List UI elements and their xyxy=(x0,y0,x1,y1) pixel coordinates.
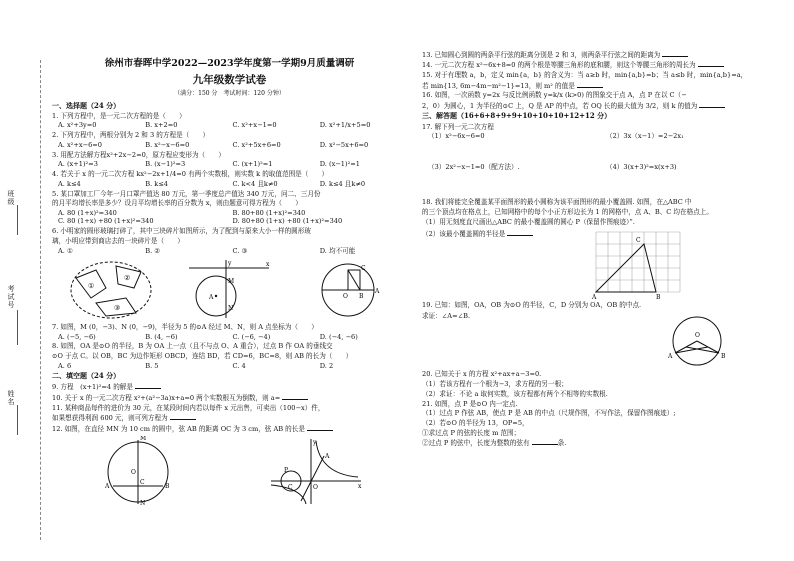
question-1: 1. 下列方程中，是一元二次方程的是（ ） xyxy=(52,111,186,120)
point-n-label: N xyxy=(228,304,234,312)
figures-q12-q16 xyxy=(52,436,407,506)
option: A. (−5, −6) xyxy=(58,332,96,341)
question-18-part-2 xyxy=(422,229,592,238)
question-5-options-row-2 xyxy=(52,217,407,225)
figure-q19-circle-radii xyxy=(662,311,732,369)
margin-label-class: 班级 xyxy=(7,190,15,206)
question-14-text: 14. 一元二次方程 x²−6x+8=0 的两个根是等腰三角形的底和腰，则这个等腰三角形的周长为 xyxy=(422,61,696,70)
section-answer-title: 三、解答题（16+6+8+9+9+10+10+10+12+12 分） xyxy=(422,111,612,121)
margin-label-exam-no: 考试号 xyxy=(7,285,15,309)
option: B. x²−x−6=0 xyxy=(145,140,190,149)
question-13-text: 13. 已知圆心到圆的两条平行弦的距离分别是 2 和 3，则两条平行弦之间的距离为 xyxy=(422,50,661,59)
axis-x-label-q16: x xyxy=(357,483,362,491)
option: C. x²+x−1=0 xyxy=(232,121,277,130)
point-n-label-q12: N xyxy=(140,500,146,507)
question-20-part-2: （2）求证：不论 a 取何实数，该方程都有两个不相等的实数根. xyxy=(422,389,608,398)
question-4: 4. 若关于 x 的一元二次方程 kx²−2x+1/4=0 有两个实数根，则实数 k 的取值范围是（ ） xyxy=(52,170,329,179)
answer-blank xyxy=(307,424,333,431)
class-field-line xyxy=(17,205,18,235)
point-a-label-q18: A xyxy=(592,293,597,300)
point-b-label-q19: B xyxy=(721,352,726,360)
right-column xyxy=(422,48,784,449)
question-6-line-2: 璃，小明应带到商店去的一块碎片是（ ） xyxy=(52,236,184,245)
question-19-line-1: 19. 已知：如图，OA，OB 为⊙O 的半径，C，D 分别为 OA，OB 的中点. xyxy=(422,301,642,310)
option: D. 80+80 (1+x) +80 (1+x)²=340 xyxy=(232,217,343,226)
figure-q18-grid-triangle xyxy=(592,228,684,300)
question-18-part-2-text: （2）该最小覆盖圆的半径是 xyxy=(422,230,506,239)
question-21-part-1: （1）过点 P 作弦 AB，使点 P 是 AB 的中点（尺规作图，不写作法，保留作图痕迹）; xyxy=(422,409,676,418)
fragment-label-3: ③ xyxy=(114,303,121,312)
question-20: 20. 已知关于 x 的方程 x²+ax+a−3=0. xyxy=(422,370,542,379)
point-o-label-q16: O xyxy=(312,484,318,492)
question-9 xyxy=(52,382,407,391)
option: C. x²+5x+6=0 xyxy=(232,140,281,149)
question-9-text: 9. 方程 (x+1)²=4 的解是 xyxy=(52,383,133,392)
question-19-line-2: 求证：∠A=∠B. xyxy=(422,312,471,321)
exam-meta: （满分：150 分 考试时间：120 分钟） xyxy=(174,90,285,97)
binding-margin xyxy=(0,0,48,561)
point-c-label-q16: C xyxy=(287,484,293,492)
question-5-options-row-1 xyxy=(52,209,407,217)
question-17-row-2 xyxy=(422,163,784,171)
option: B. ② xyxy=(145,246,161,255)
point-o-label: O xyxy=(342,292,348,300)
question-6-options xyxy=(52,247,407,255)
option: B. x+2=0 xyxy=(145,121,178,130)
question-18-line-2: 的三个顶点均在格点上，已知网格中的每个小正方形边长为 1 的网格中，点 A、B、C 均在格点上。 xyxy=(422,208,713,217)
option: C. 4 xyxy=(232,361,246,370)
question-18-line-1: 18. 我们将能完全覆盖某平面图形的最小圆称为该平面图形的最小覆盖圆. 如图，在△ABC 中 xyxy=(422,198,692,207)
point-a-label: A xyxy=(209,293,214,301)
figure-q12-circle-chord xyxy=(93,436,183,506)
question-8-line-2: ⊙O 于点 C。以 OB，BC 为边作矩形 OBCD，连结 BD，若 CD=6，BC=8，则 AB 的长为（ ） xyxy=(52,351,353,360)
sub-question: （3）2x²−x−1=0（配方法）. xyxy=(428,162,520,171)
left-column xyxy=(52,0,407,509)
option: B. 5 xyxy=(145,361,159,370)
question-16-line-2 xyxy=(422,101,784,110)
option: C. (x+1)²=1 xyxy=(232,160,273,169)
question-8-line-1: 8. 如图，OA 是⊙O 的半径，B 为 OA 上一点（且不与点 O、A 重合），过点 B 作 OA 的垂线交 xyxy=(52,342,333,351)
option: A. (x+1)²=3 xyxy=(58,160,98,169)
margin-label-name: 姓名 xyxy=(7,390,15,406)
answer-blank xyxy=(507,229,533,236)
fragment-label-2: ② xyxy=(124,273,131,282)
axis-y-label-q16: y xyxy=(312,439,317,447)
point-b-label-q8: B xyxy=(358,292,364,300)
question-21-sub-2-tail: 条. xyxy=(557,439,567,448)
answer-blank xyxy=(282,393,308,400)
question-21-sub-1: ①求过点 P 的弦的长度 m 范围； xyxy=(422,428,521,437)
answer-blank xyxy=(699,101,725,108)
question-21: 21. 如图，点 P 是⊙O 内一定点. xyxy=(422,399,518,408)
point-b-label-q18: B xyxy=(656,293,661,300)
option: A. ① xyxy=(58,246,73,255)
question-2: 2. 下列方程中，两根分别为 2 和 3 的方程是（ ） xyxy=(52,131,210,140)
point-a-label-q8: A xyxy=(374,287,380,295)
answer-blank xyxy=(577,81,603,88)
option: B. 80+80 (1+x)²=340 xyxy=(232,209,306,218)
question-17-row-1 xyxy=(422,132,784,140)
option: A. 80 (1+x)²=340 xyxy=(58,209,117,218)
question-3-options xyxy=(52,160,407,168)
question-11-line-1: 11. 某种商品每件的进价为 30 元，在某段时间内若以每件 x 元出售，可卖出（100−x）件， xyxy=(52,403,325,412)
option: D. 2 xyxy=(319,361,334,370)
question-16-line-1: 16. 如图，一次函数 y=2x 与反比例函数 y=k/x (k>0) 的图象交于点 A，点 P 在以 C（− xyxy=(422,91,687,100)
figure-q7-circle-axes xyxy=(184,258,274,320)
exam-title: 徐州市春晖中学2022—2023学年度第一学期9月质量调研 xyxy=(104,58,355,69)
point-o-label-q12: O xyxy=(131,469,137,477)
section-fill-title: 二、填空题（24 分） xyxy=(52,370,121,380)
point-c-label-q12: C xyxy=(140,479,145,487)
point-p-label-q16: P xyxy=(283,467,288,475)
point-m-label: M xyxy=(228,277,235,285)
question-2-options xyxy=(52,141,407,149)
sub-question: （2）3x（x−1）=2−2x₁ xyxy=(606,132,684,141)
answer-blank xyxy=(698,60,724,67)
point-a-label-q16: A xyxy=(324,453,330,461)
question-15-line-2 xyxy=(422,81,784,90)
section-choice-title: 一、选择题（24 分） xyxy=(52,100,121,110)
question-10 xyxy=(52,393,407,402)
question-19-body xyxy=(422,311,784,369)
question-4-options xyxy=(52,180,407,188)
question-17: 17. 解下列一元二次方程 xyxy=(422,122,494,131)
question-7-options xyxy=(52,333,407,341)
question-10-text: 10. 关于 x 的一元二次方程 x²+(a²−3a)x+a=0 两个实数根互为倒数，则 a= xyxy=(52,393,281,402)
question-12 xyxy=(52,424,407,433)
question-5-line-2: 的月平均增长率是多少？设月平均增长率的百分数为 x，则由题意可得方程为（ ） xyxy=(52,199,302,208)
answer-blank xyxy=(170,413,196,420)
point-o-label-q19: O xyxy=(695,331,700,339)
question-12-text: 12. 如图，在直径 MN 为 10 cm 的圆中，弦 AB 的距离 OC 为 3 cm，弦 AB 的长是 xyxy=(52,425,305,434)
question-15-line-1: 15. 对于有理数 a，b，定义 min{a，b} 的含义为：当 a≥b 时，min{a,b}=b；当 a≤b 时，min{a,b}=a， xyxy=(422,70,748,79)
question-18-part-1: （1）用无刻度直尺画出△ABC 的最小覆盖圆的圆心 P（保留作图痕迹）”. xyxy=(422,217,635,226)
option: B. (4, −6) xyxy=(145,332,178,341)
option: A. x²+3y=0 xyxy=(58,121,97,130)
figures-q6-q7-q8 xyxy=(52,258,407,320)
question-6-line-1: 6. 小明家的圆形玻璃打碎了，其中三块碎片如图所示，为了配到与原来大小一样的圆形玻 xyxy=(52,227,311,236)
option: A. x²+x−6=0 xyxy=(58,140,102,149)
question-13 xyxy=(422,50,784,59)
question-20-part-1: （1）若该方程有一个根为−3，求方程的另一根； xyxy=(422,380,568,389)
question-21-sub-2 xyxy=(422,438,784,447)
answer-blank xyxy=(662,50,688,57)
point-c-label-q8: C xyxy=(360,264,366,272)
question-16-text: 2，0）为圆心，1 为半径的⊙C 上，Q 是 AP 的中点，若 OQ 长的最大值为 3/2，则 k 的值为 xyxy=(422,102,698,111)
figure-q16-hyperbola xyxy=(266,436,366,506)
question-8-options xyxy=(52,362,407,370)
option: D. x²−5x+6=0 xyxy=(319,140,369,149)
option: D. (−4, −6) xyxy=(319,332,358,341)
figure-q8-circle-rectangle xyxy=(303,258,393,320)
fragment-label-1: ① xyxy=(88,281,95,290)
sub-question: （4）3(x+3)²=x(x+3) xyxy=(606,162,677,171)
answer-blank xyxy=(135,382,161,389)
axis-y-label: y xyxy=(228,259,232,267)
question-11-line-2 xyxy=(52,413,407,422)
question-21-part-2: （2）若⊙O 的半径为 13，OP=5， xyxy=(422,418,529,427)
question-18-body xyxy=(422,228,784,300)
exam-no-field-line xyxy=(17,310,18,345)
point-b-label-q12: B xyxy=(165,483,170,491)
sub-question: （1）x²−6x−6=0 xyxy=(428,132,485,141)
answer-blank xyxy=(532,438,558,445)
question-14 xyxy=(422,60,784,69)
question-21-sub-2-text: ②过点 P 的弦中，长度为整数的弦有 xyxy=(422,439,530,448)
option: B. (x−1)²=3 xyxy=(145,160,186,169)
name-field-line xyxy=(17,405,18,435)
question-3: 3. 用配方法解方程x²+2x−2=0，原方程应变形为（ ） xyxy=(52,150,225,159)
point-m-label-q12: M xyxy=(140,436,147,443)
point-a-label-q12: A xyxy=(105,483,110,491)
option: D. 均不可能 xyxy=(319,246,356,255)
question-1-options xyxy=(52,121,407,129)
option: D. x²+1/x+5=0 xyxy=(319,121,371,130)
answer-space xyxy=(422,141,784,163)
option: C. k<4 且k≠0 xyxy=(232,179,278,188)
option: C. ③ xyxy=(232,246,248,255)
point-c-label-q18: C xyxy=(636,236,641,244)
axis-x-label: x xyxy=(266,260,270,268)
figure-q6-glass-fragments xyxy=(66,258,156,320)
option: C. 80 (1+x) +80 (1+x)²=340 xyxy=(58,217,154,226)
question-5-line-1: 5. 某口罩加工厂今年一月口罩产值达 80 万元，第一季度总产值达 340 万元，问二、三月份 xyxy=(52,189,321,198)
option: B. k≤4 xyxy=(145,179,169,188)
question-7: 7. 如图，M (0，−3)、N (0，−9)，半径为 5 的⊙A 经过 M、N，则 A 点坐标为（ ） xyxy=(52,322,318,331)
option: C. (−6, −4) xyxy=(232,332,271,341)
exam-subject: 九年级数学试卷 xyxy=(192,73,267,86)
question-11-text: 如果想获得利润 600 元，则可列方程为 xyxy=(52,414,168,423)
option: D. (x−1)²=1 xyxy=(319,160,360,169)
point-a-label-q19: A xyxy=(668,352,673,360)
option: A. k≤4 xyxy=(58,179,81,188)
binding-dashed-line xyxy=(40,60,41,540)
option: A. 6 xyxy=(58,361,72,370)
option: D. k≤4 且k≠0 xyxy=(319,179,366,188)
question-15-text: 若 min{13, 6m−4m−m²−1}=13，则 m² 的值是 xyxy=(422,81,575,90)
answer-space xyxy=(422,171,784,197)
